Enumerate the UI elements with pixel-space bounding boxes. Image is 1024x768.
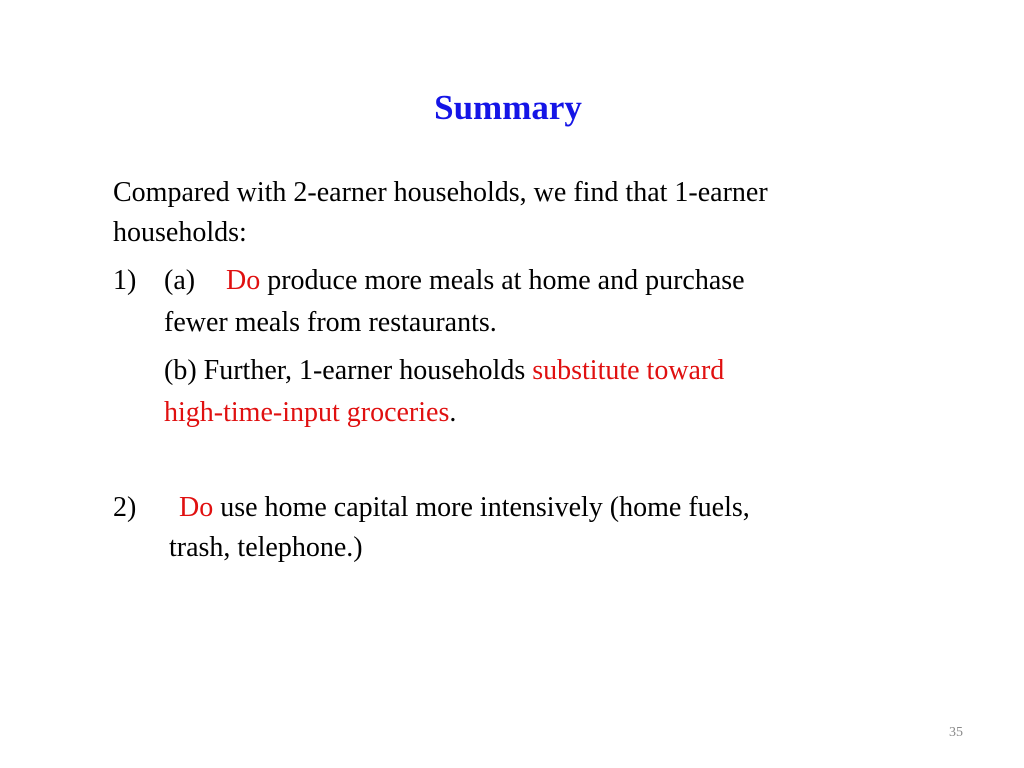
item-1a-text-1: produce more meals at home and purchase <box>260 265 745 296</box>
item-1b-emphasis-1: substitute toward <box>532 355 725 386</box>
item-2-number: 2) <box>113 492 137 523</box>
item-1a-emphasis: Do <box>226 265 261 296</box>
item-1a-line-2: fewer meals from restaurants. <box>164 307 497 338</box>
item-1b-end: . <box>449 397 457 428</box>
intro-line-1: Compared with 2-earner households, we find that 1-earner <box>113 177 768 208</box>
item-1b-emphasis-2: high-time-input groceries <box>164 397 450 428</box>
item-2-line-1 <box>179 486 750 530</box>
intro-line-2: households: <box>113 217 247 248</box>
item-1b-text: (b) Further, 1-earner households <box>164 355 533 386</box>
item-2-text-1: use home capital more intensively (home fuels, <box>213 492 750 523</box>
slide-title: Summary <box>434 88 582 127</box>
item-1b-line-1 <box>164 349 724 393</box>
item-1-number: 1) <box>113 265 137 296</box>
page-number: 35 <box>949 725 963 740</box>
item-1a-label: (a) <box>164 265 196 296</box>
item-2-line-2: trash, telephone.) <box>169 532 363 563</box>
item-1a-line-1 <box>226 259 745 303</box>
item-2-emphasis: Do <box>179 492 214 523</box>
item-1b-line-2 <box>164 391 456 435</box>
